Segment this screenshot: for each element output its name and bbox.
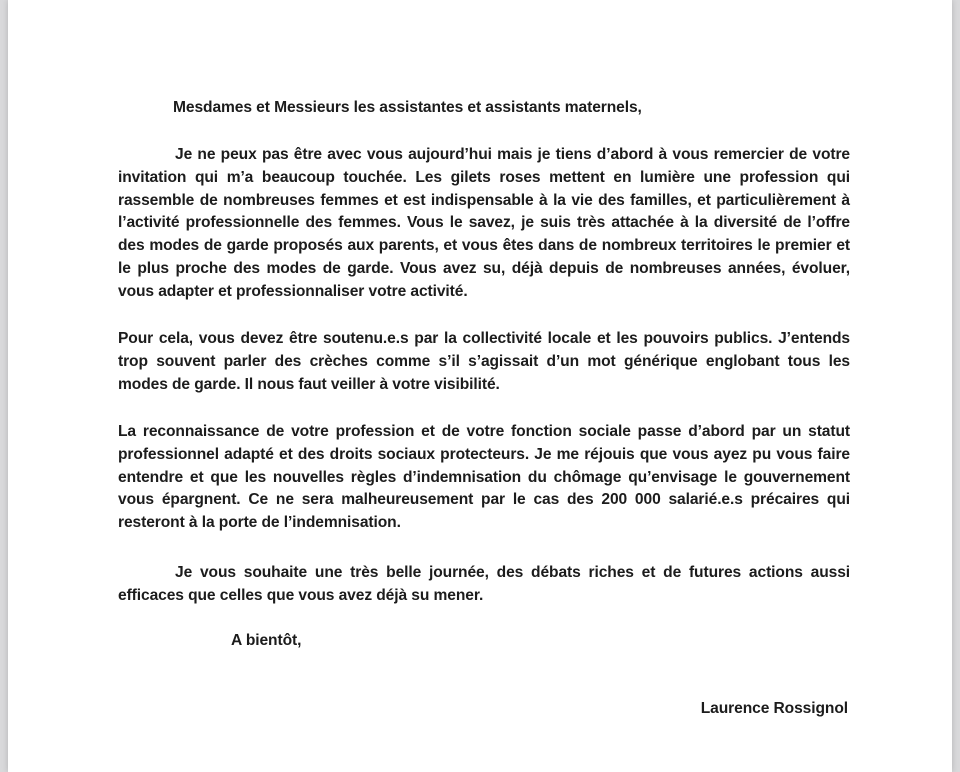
letter-salutation: Mesdames et Messieurs les assistantes et assistants maternels, [173, 99, 642, 116]
letter-signature: Laurence Rossignol [700, 700, 848, 717]
letter-paragraph-1: Je ne peux pas être avec vous aujourd’hui mais je tiens d’abord à vous remercier de votre invitation qui m’a beaucoup touchée. Les gilets roses mettent en lumière une profession qui rassemble de nombreuses femmes et est indispensable à la vie des familles, et particulièrement à l’activité professionnelle des femmes. Vous le savez, je suis très attachée à la diversité de l’offre des modes de garde proposés aux parents, et vous êtes dans de nombreux territoires le premier et le plus proche des modes de garde. Vous avez su, déjà depuis de nombreuses années, évoluer, vous adapter et professionnaliser votre activité. [118, 146, 850, 300]
letter-page [8, 0, 952, 772]
letter-closing: A bientôt, [231, 632, 302, 649]
letter-paragraph-4: Je vous souhaite une très belle journée, des débats riches et de futures actions aussi efficaces que celles que vous avez déjà su mener. [118, 564, 850, 604]
letter-paragraph-2: Pour cela, vous devez être soutenu.e.s par la collectivité locale et les pouvoirs publics. J’entends trop souvent parler des crèches comme s’il s’agissait d’un mot générique englobant tous les modes de garde. Il nous faut veiller à votre visibilité. [118, 330, 850, 393]
letter-paragraph-3: La reconnaissance de votre profession et de votre fonction sociale passe d’abord par un statut professionnel adapté et des droits sociaux protecteurs. Je me réjouis que vous ayez pu vous faire entendre et que les nouvelles règles d’indemnisation du chômage qu’envisage le gouvernement vous épargnent. Ce ne sera malheureusement par le cas des 200 000 salarié.e.s précaires qui resteront à la porte de l’indemnisation. [118, 423, 850, 532]
